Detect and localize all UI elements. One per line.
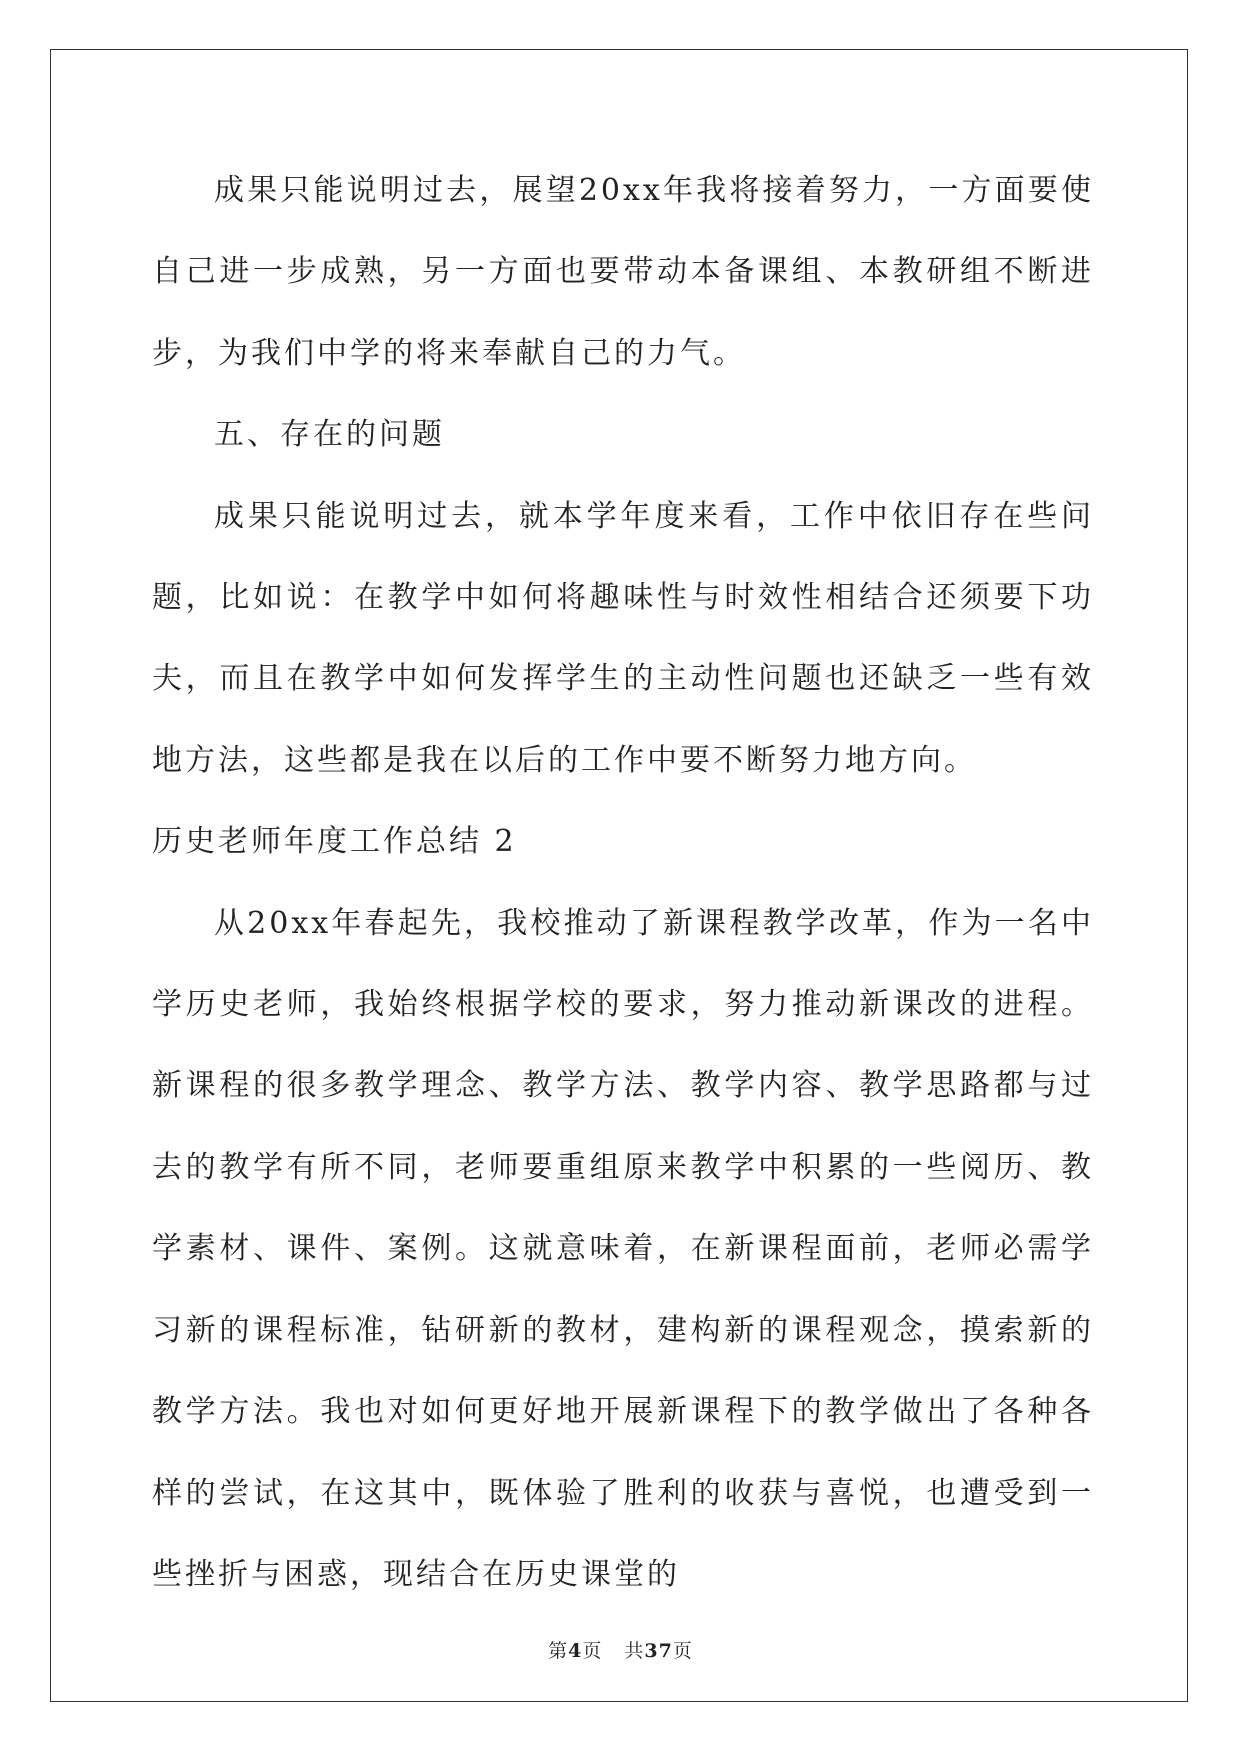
footer-prefix: 第 — [548, 1640, 569, 1662]
summary-title-2: 历史老师年度工作总结 2 — [152, 824, 517, 860]
current-page-number: 4 — [568, 1640, 583, 1662]
paragraph-problems: 成果只能说明过去，就本学年度来看，工作中依旧存在些问题，比如说：在教学中如何将趣味性与时效性相结合还须要下功夫，而且在教学中如何发挥学生的主动性问题也还缺乏一些有效地方法，这些都是我在以后的工作中要不断努力地方向。 — [152, 498, 1094, 778]
footer-total-prefix: 共 — [624, 1640, 645, 1662]
footer-total-suffix: 页 — [672, 1640, 693, 1662]
footer-page-suffix: 页 — [582, 1640, 603, 1662]
total-page-count: 37 — [644, 1640, 673, 1662]
section-heading-problems: 五、存在的问题 — [214, 417, 445, 453]
paragraph-outlook: 成果只能说明过去，展望20xx年我将接着努力，一方面要使自己进一步成熟，另一方面也要带动本备课组、本教研组不断进步，为我们中学的将来奉献自己的力气。 — [152, 173, 1094, 371]
document-body — [152, 150, 1094, 1615]
page-footer — [0, 1636, 1241, 1663]
paragraph-new-curriculum: 从20xx年春起先，我校推动了新课程教学改革，作为一名中学历史老师，我始终根据学校的要求，努力推动新课改的进程。新课程的很多教学理念、教学方法、教学内容、教学思路都与过去的教学有所不同，老师要重组原来教学中积累的一些阅历、教学素材、课件、案例。这就意味着，在新课程面前，老师必需学习新的课程标准，钻研新的教材，建构新的课程观念，摸索新的教学方法。我也对如何更好地开展新课程下的教学做出了各种各样的尝试，在这其中，既体验了胜利的收获与喜悦，也遭受到一些挫折与困惑，现结合在历史课堂的 — [152, 905, 1094, 1592]
